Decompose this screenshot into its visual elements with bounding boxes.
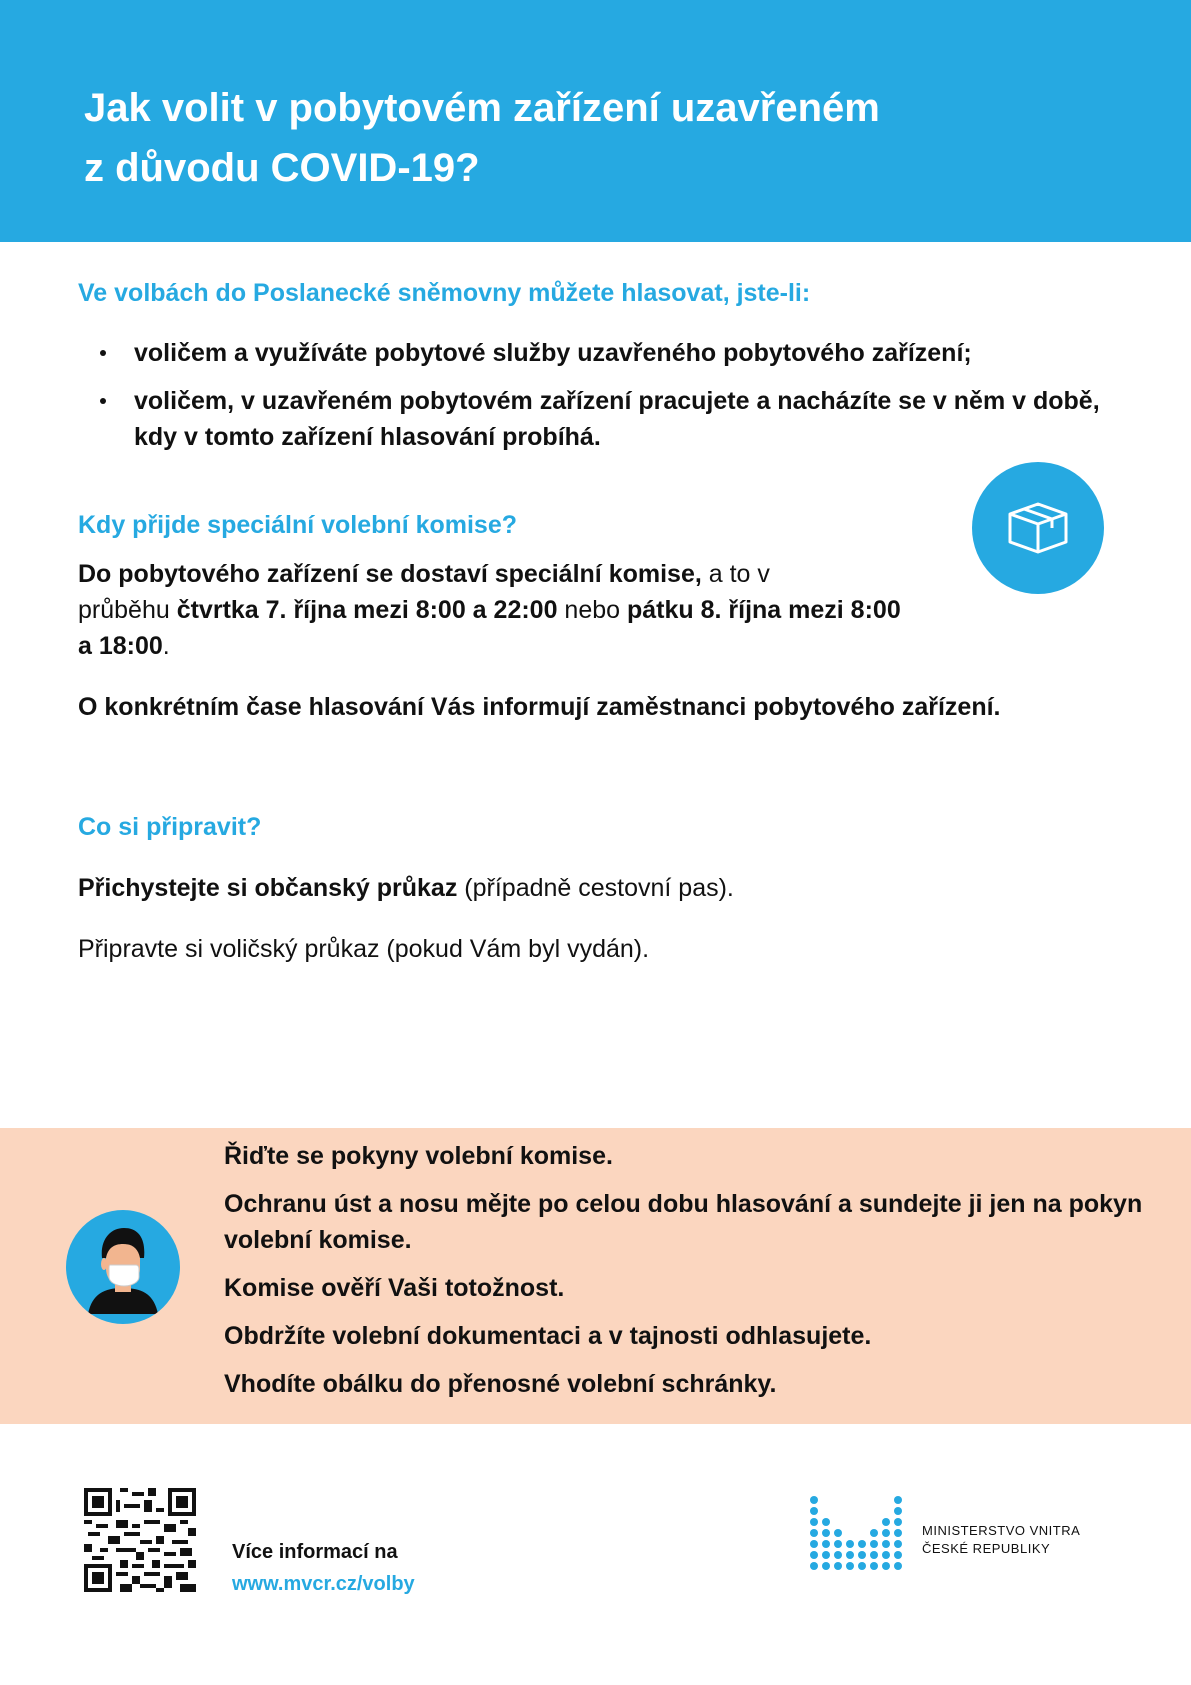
logo-dot <box>894 1507 902 1515</box>
logo-dot <box>846 1562 854 1570</box>
time-info-paragraph: O konkrétním čase hlasování Vás informují zaměstnanci pobytového zařízení. <box>78 693 1001 721</box>
qr-code <box>84 1488 196 1592</box>
logo-dot <box>810 1540 818 1548</box>
logo-dot <box>810 1496 818 1504</box>
list-item: voličem a využíváte pobytové služby uzavřeného pobytového zařízení; <box>78 335 1138 371</box>
logo-dot <box>870 1540 878 1548</box>
list-item: Řiďte se pokyny volební komise. <box>224 1142 613 1170</box>
logo-dot <box>834 1551 842 1559</box>
ministry-logo-text: MINISTERSTVO VNITRA ČESKÉ REPUBLIKY <box>922 1523 1081 1556</box>
more-info-label: Více informací na <box>232 1541 398 1563</box>
eligibility-heading: Ve volbách do Poslanecké sněmovny můžete hlasovat, jste-li: <box>78 279 811 307</box>
logo-dot <box>810 1551 818 1559</box>
logo-dot <box>846 1540 854 1548</box>
logo-dot <box>870 1562 878 1570</box>
logo-dot <box>810 1507 818 1515</box>
bullet-dot <box>100 398 106 404</box>
eligibility-list <box>78 335 1138 467</box>
list-item: voličem, v uzavřeném pobytovém zařízení pracujete a nacházíte se v něm v době, kdy v tomto zařízení hlasování probíhá. <box>78 383 1138 455</box>
logo-dot <box>870 1551 878 1559</box>
logo-dot <box>810 1562 818 1570</box>
title-line-1: Jak volit v pobytovém zařízení uzavřeném <box>84 86 880 130</box>
logo-dot <box>882 1540 890 1548</box>
logo-dot <box>882 1518 890 1526</box>
logo-dot <box>822 1551 830 1559</box>
logo-dot <box>894 1496 902 1504</box>
page-title <box>84 78 1084 198</box>
logo-dot <box>822 1518 830 1526</box>
prepare-heading: Co si připravit? <box>78 813 262 841</box>
box-icon <box>972 462 1104 594</box>
logo-dot <box>894 1551 902 1559</box>
logo-dot <box>870 1529 878 1537</box>
logo-dot <box>858 1551 866 1559</box>
header-banner <box>0 0 1191 242</box>
list-item: Komise ověří Vaši totožnost. <box>224 1274 565 1302</box>
logo-dot <box>822 1562 830 1570</box>
logo-dot <box>834 1529 842 1537</box>
website-link[interactable]: www.mvcr.cz/volby <box>232 1573 415 1595</box>
list-item: Obdržíte volební dokumentaci a v tajnosti odhlasujete. <box>224 1322 872 1350</box>
id-card-paragraph: Přichystejte si občanský průkaz (případně cestovní pas). <box>78 874 734 902</box>
logo-dot <box>882 1529 890 1537</box>
commission-paragraph: Do pobytového zařízení se dostaví speciální komise, a to v průběhu čtvrtka 7. října mezi 8:00 a 22:00 nebo pátku 8. října mezi 8:00 a 18:00. <box>78 560 901 660</box>
logo-dot <box>846 1551 854 1559</box>
logo-dot <box>894 1518 902 1526</box>
logo-dot <box>822 1529 830 1537</box>
logo-dot <box>858 1562 866 1570</box>
list-item: Vhodíte obálku do přenosné volební schránky. <box>224 1370 777 1398</box>
logo-dot <box>834 1562 842 1570</box>
title-line-2: z důvodu COVID-19? <box>84 146 480 190</box>
more-info <box>232 1536 415 1600</box>
commission-heading: Kdy přijde speciální volební komise? <box>78 511 518 539</box>
voter-card-paragraph: Připravte si voličský průkaz (pokud Vám byl vydán). <box>78 935 650 963</box>
list-item: Ochranu úst a nosu mějte po celou dobu hlasování a sundejte ji jen na pokyn volební komise. <box>224 1190 1143 1254</box>
logo-dot <box>894 1540 902 1548</box>
logo-dot <box>894 1529 902 1537</box>
logo-dot <box>882 1551 890 1559</box>
instructions-list <box>224 1138 1144 1414</box>
instructions-panel <box>0 1128 1191 1424</box>
logo-dot <box>810 1529 818 1537</box>
logo-dot <box>858 1540 866 1548</box>
masked-person-icon <box>66 1210 180 1324</box>
bullet-dot <box>100 350 106 356</box>
logo-dot <box>810 1518 818 1526</box>
logo-dot <box>834 1540 842 1548</box>
logo-dot <box>882 1562 890 1570</box>
logo-dot <box>894 1562 902 1570</box>
logo-dot <box>822 1540 830 1548</box>
